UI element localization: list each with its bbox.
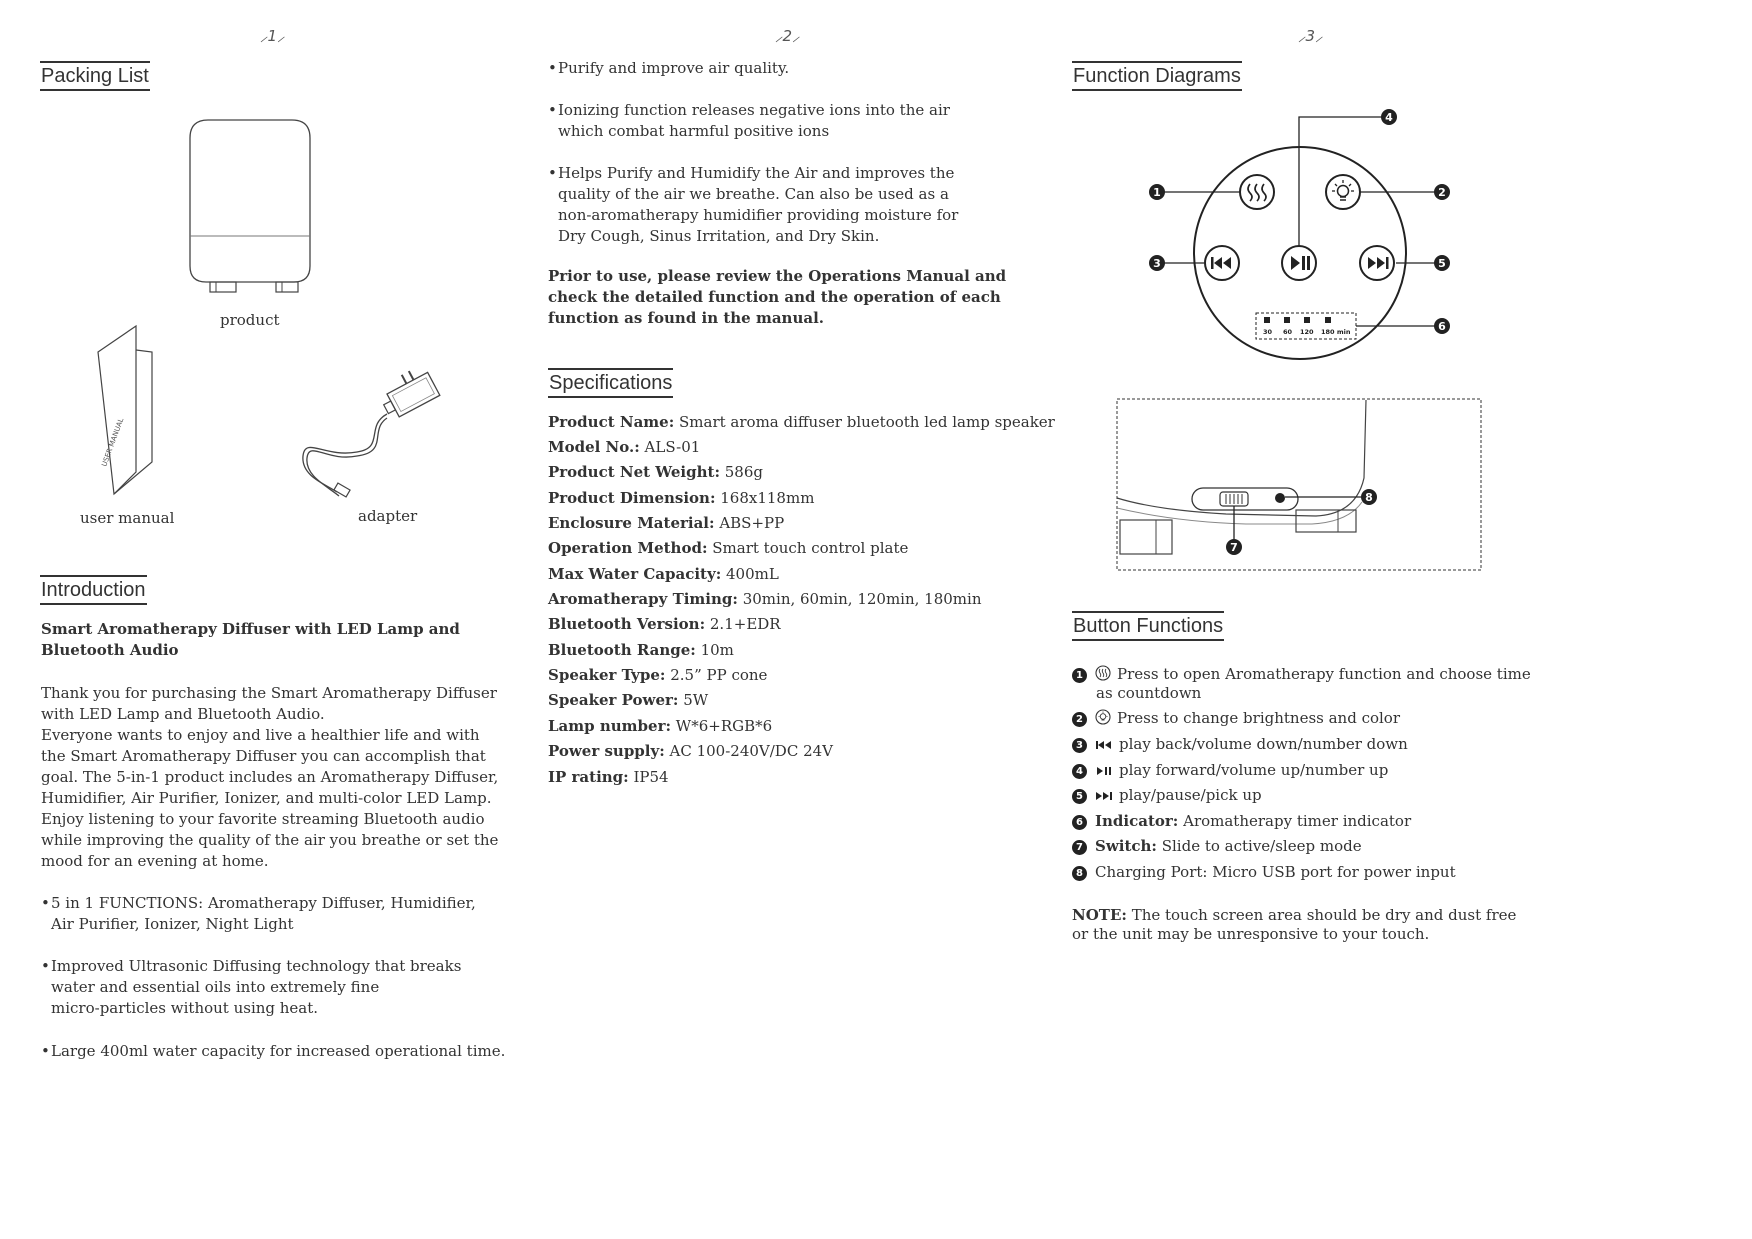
intro-bullet-2: • Improved Ultrasonic Diffusing technology that breaks water and essential oils into extremely fine micro-particles without using heat. — [41, 956, 461, 1019]
callout-5 — [1434, 255, 1450, 271]
aroma-icon — [1095, 665, 1111, 681]
svg-text:7: 7 — [1230, 541, 1238, 554]
control-panel-diagram — [1140, 104, 1460, 366]
spec-row: Product Net Weight: 586g — [548, 463, 764, 481]
base-detail-diagram — [1116, 398, 1484, 573]
product-illustration — [180, 116, 320, 296]
svg-text:8: 8 — [1365, 491, 1373, 504]
svg-text:60: 60 — [1283, 328, 1293, 336]
svg-text:4: 4 — [1385, 111, 1393, 124]
button-function-row-4: 4 play forward/volume up/number up — [1072, 761, 1552, 780]
page-number-3: ⸝3⸝ — [1298, 27, 1323, 45]
feature-bullet-3: • Helps Purify and Humidify the Air and improves the quality of the air we breathe. Can also be used as a non-aromatherapy humidifier providing moisture for Dry Cough, Sinus Irritation, and Dry Skin. — [548, 163, 958, 247]
aroma-button-icon — [1240, 175, 1274, 209]
callout-3 — [1149, 255, 1165, 271]
spec-row: Speaker Power: 5W — [548, 691, 709, 709]
button-function-row-2: 2 Press to change brightness and color — [1072, 709, 1552, 728]
introduction-heading: Introduction — [40, 575, 147, 605]
timer-indicator — [1256, 313, 1356, 339]
user-manual-caption: user manual — [80, 509, 175, 527]
play-pause-icon — [1095, 765, 1113, 777]
button-function-row-1: 1 Press to open Aromatherapy function and choose time as countdown — [1072, 665, 1552, 703]
svg-text:5: 5 — [1438, 257, 1446, 270]
spec-row: Product Dimension: 168x118mm — [548, 489, 815, 507]
svg-text:6: 6 — [1438, 320, 1446, 333]
spec-row: IP rating: IP54 — [548, 768, 669, 786]
play-pause-button-icon — [1282, 246, 1316, 280]
spec-row: Product Name: Smart aroma diffuser bluetooth led lamp speaker — [548, 413, 1055, 431]
spec-row: Power supply: AC 100-240V/DC 24V — [548, 742, 834, 760]
button-function-row-5: 5 play/pause/pick up — [1072, 786, 1552, 805]
button-functions-heading: Button Functions — [1072, 611, 1224, 641]
previous-icon — [1095, 739, 1113, 751]
feature-bullet-2: • Ionizing function releases negative ions into the air which combat harmful positive ions — [548, 100, 950, 142]
user-manual-cover-text: USER MANUAL — [100, 417, 126, 468]
svg-text:30: 30 — [1263, 328, 1273, 336]
intro-bullet-1: • 5 in 1 FUNCTIONS: Aromatherapy Diffuser, Humidifier, Air Purifier, Ionizer, Night Light — [41, 893, 476, 935]
button-function-row-3: 3 play back/volume down/number down — [1072, 735, 1552, 754]
spec-row: Max Water Capacity: 400mL — [548, 565, 779, 583]
svg-text:180 min: 180 min — [1321, 328, 1351, 336]
spec-row: Lamp number: W*6+RGB*6 — [548, 717, 773, 735]
spec-row: Speaker Type: 2.5” PP cone — [548, 666, 768, 684]
spec-row: Model No.: ALS-01 — [548, 438, 701, 456]
usb-port — [1275, 493, 1285, 503]
page-number-1: ⸝1⸝ — [260, 27, 285, 45]
button-function-row-7: 7 Switch: Slide to active/sleep mode — [1072, 837, 1552, 856]
spec-row: Operation Method: Smart touch control plate — [548, 539, 909, 557]
svg-text:3: 3 — [1153, 257, 1161, 270]
previous-button-icon — [1205, 246, 1239, 280]
intro-bullet-3: • Large 400ml water capacity for increased operational time. — [41, 1041, 505, 1062]
page-number-2: ⸝2⸝ — [775, 27, 800, 45]
spec-row: Enclosure Material: ABS+PP — [548, 514, 785, 532]
next-icon — [1095, 790, 1113, 802]
callout-1 — [1149, 184, 1165, 200]
lightbulb-icon — [1095, 709, 1111, 725]
specifications-heading: Specifications — [548, 368, 673, 398]
adapter-caption: adapter — [358, 507, 418, 525]
callout-6 — [1434, 318, 1450, 334]
light-button-icon — [1326, 175, 1360, 209]
note: NOTE: The touch screen area should be dry and dust free or the unit may be unresponsive to your touch. — [1072, 906, 1517, 943]
callout-4 — [1381, 109, 1397, 125]
svg-text:120: 120 — [1300, 328, 1314, 336]
svg-text:1: 1 — [1153, 186, 1161, 199]
spec-row: Bluetooth Version: 2.1+EDR — [548, 615, 781, 633]
adapter-illustration — [295, 366, 455, 506]
button-function-row-6: 6 Indicator: Aromatherapy timer indicator — [1072, 812, 1552, 831]
spec-row: Aromatherapy Timing: 30min, 60min, 120min, 180min — [548, 590, 982, 608]
introduction-title: Smart Aromatherapy Diffuser with LED Lamp and Bluetooth Audio — [41, 620, 460, 659]
introduction-paragraph: Thank you for purchasing the Smart Aromatherapy Diffuser with LED Lamp and Bluetooth Audio. Everyone wants to enjoy and live a healthier life and with the Smart Aromatherapy Diffuser you can accomplish that goal. The 5-in-1 product includes an Aromatherapy Diffuser, Humidifier, Air Purifier, Ionizer, and multi-color LED Lamp. Enjoy listening to your favorite streaming Bluetooth audio while improving the quality of the air you breathe or set the mood for an evening at home. — [41, 684, 499, 870]
packing-list-heading: Packing List — [40, 61, 150, 91]
slide-switch — [1220, 492, 1248, 506]
callout-2 — [1434, 184, 1450, 200]
svg-text:2: 2 — [1438, 186, 1446, 199]
button-function-row-8: 8 Charging Port: Micro USB port for power input — [1072, 863, 1552, 882]
next-button-icon — [1360, 246, 1394, 280]
prior-use-notice: Prior to use, please review the Operations Manual and check the detailed function and the operation of each function as found in the manual. — [548, 267, 1007, 327]
function-diagrams-heading: Function Diagrams — [1072, 61, 1242, 91]
feature-bullet-1: • Purify and improve air quality. — [548, 58, 789, 79]
callout-8 — [1361, 489, 1377, 505]
spec-row: Bluetooth Range: 10m — [548, 641, 734, 659]
user-manual-illustration — [90, 322, 170, 502]
product-caption: product — [220, 311, 280, 329]
callout-7 — [1226, 539, 1242, 555]
